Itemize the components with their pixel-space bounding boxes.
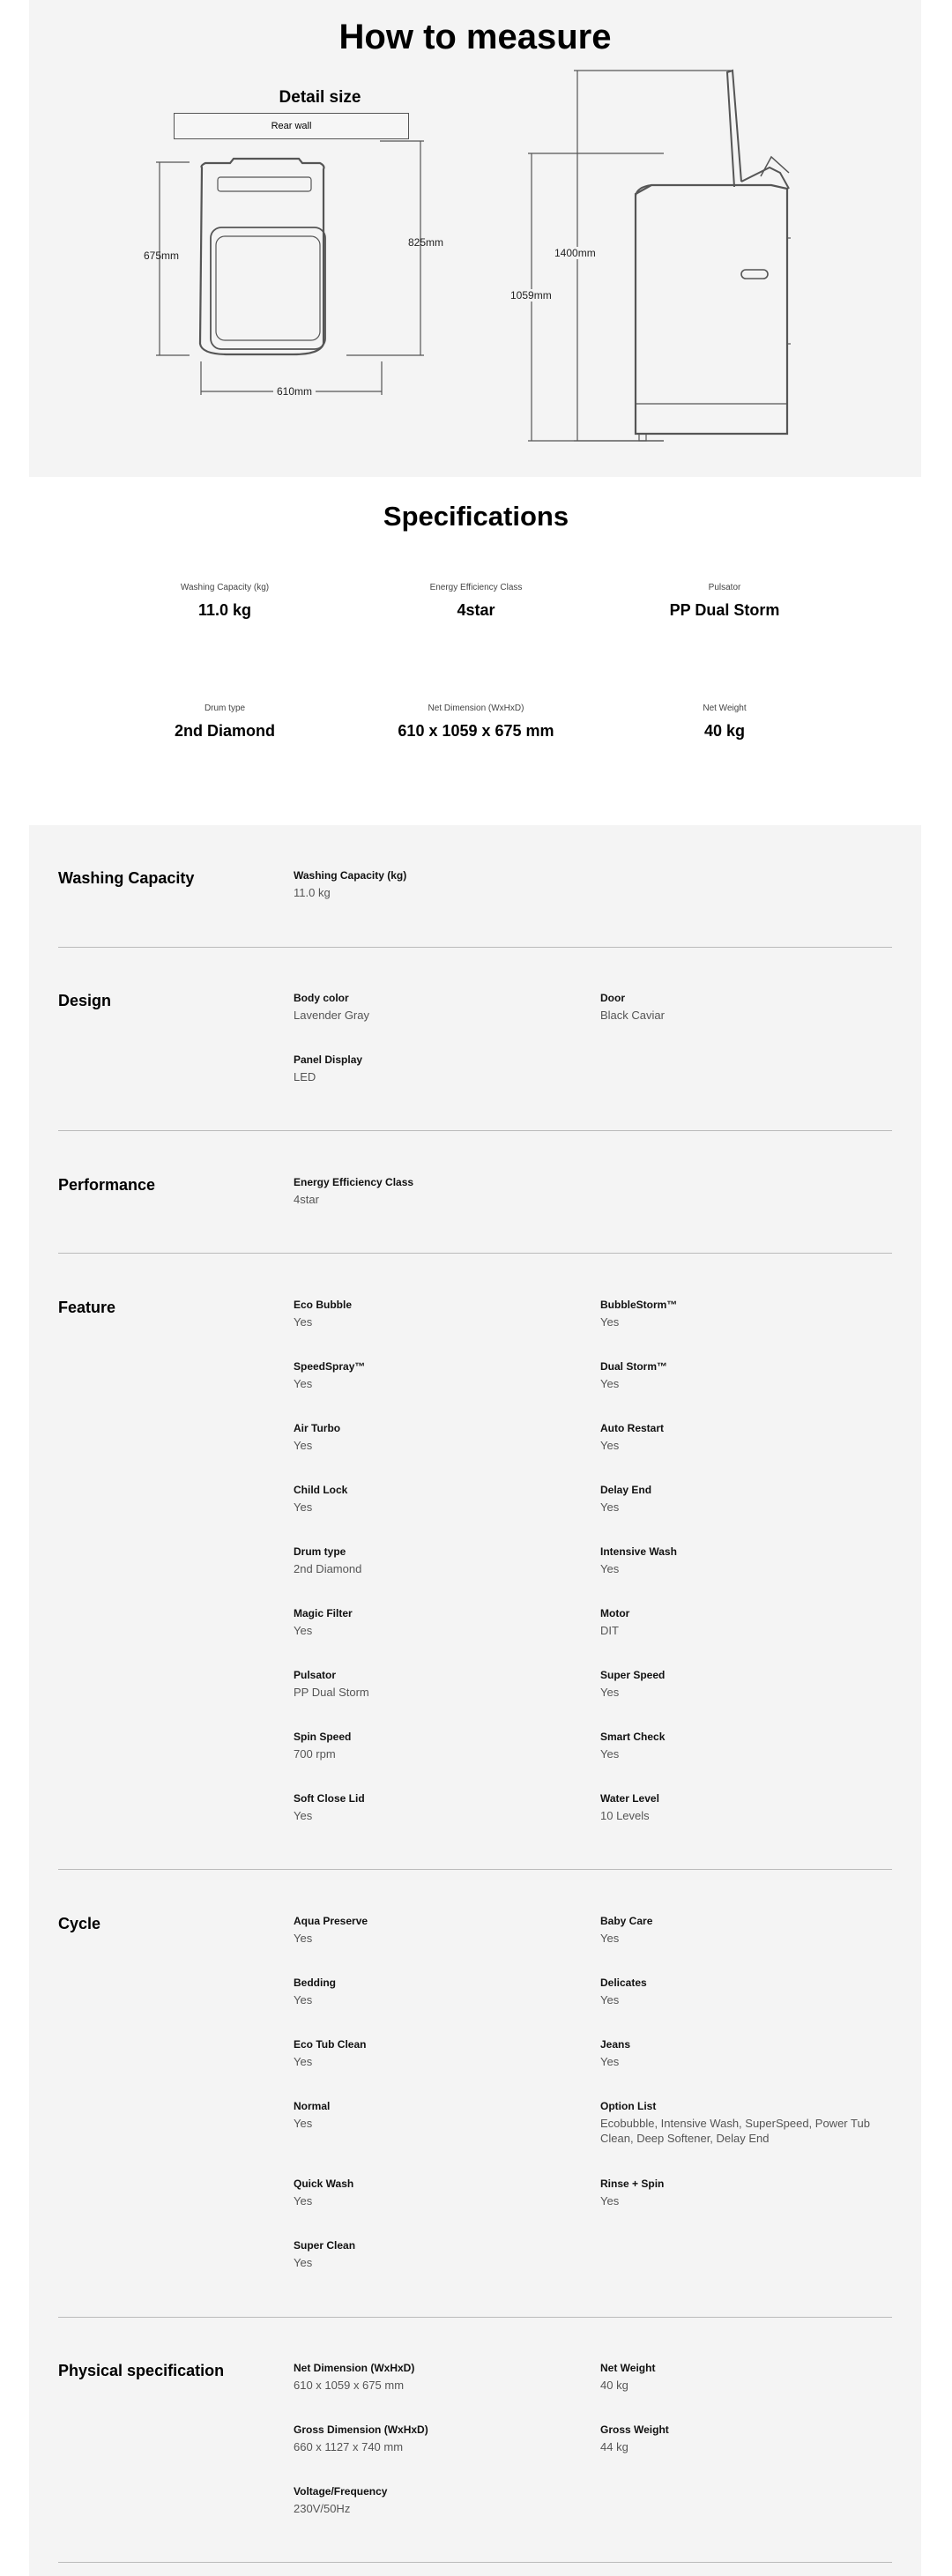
group-title: Cycle: [58, 1915, 101, 1932]
group-title: Physical specification: [58, 2362, 225, 2379]
spec-value: 4star: [457, 601, 495, 619]
property-value: 4star: [294, 1193, 319, 1206]
spec-property: [294, 2362, 576, 2393]
property-value: Lavender Gray: [294, 1009, 369, 1022]
property-value: 11.0 kg: [294, 886, 331, 899]
property-label: Smart Check: [600, 1731, 666, 1743]
property-value: 700 rpm: [294, 1747, 336, 1761]
property-label: Child Lock: [294, 1484, 348, 1496]
property-value: Yes: [600, 1439, 620, 1452]
property-value: PP Dual Storm: [294, 1686, 369, 1699]
property-label: Dual Storm™: [600, 1360, 668, 1373]
spec-property: [600, 1915, 882, 1946]
property-label: Motor: [600, 1607, 630, 1619]
dimension-depth-side: 825mm: [408, 236, 444, 249]
group-title: Feature: [58, 1299, 116, 1316]
divider: [58, 1869, 892, 1870]
property-label: Aqua Preserve: [294, 1915, 368, 1927]
spec-value: 2nd Diamond: [174, 722, 275, 740]
property-label: Rinse + Spin: [600, 2178, 665, 2190]
property-label: Magic Filter: [294, 1607, 353, 1619]
specifications-title: Specifications: [383, 501, 569, 532]
spec-property: [600, 1360, 882, 1391]
property-value: Black Caviar: [600, 1009, 665, 1022]
spec-item: [93, 704, 357, 741]
spec-property: [294, 1053, 576, 1084]
spec-property: [294, 1422, 576, 1453]
property-label: Air Turbo: [294, 1422, 341, 1434]
spec-item: [93, 583, 357, 620]
spec-property: [600, 1484, 882, 1515]
detail-size-title: Detail size: [279, 88, 361, 107]
rear-wall-label: Rear wall: [174, 113, 409, 139]
property-value: 610 x 1059 x 675 mm: [294, 2379, 405, 2392]
spec-property: [294, 1607, 576, 1638]
property-label: Jeans: [600, 2038, 631, 2051]
spec-details-section: [29, 825, 921, 2576]
spec-item: [592, 704, 857, 741]
spec-property: [600, 2038, 882, 2069]
property-value: Yes: [600, 1686, 620, 1699]
property-label: Voltage/Frequency: [294, 2485, 388, 2498]
spec-property: [600, 2362, 882, 2393]
group-title: Washing Capacity: [58, 869, 195, 887]
property-value: Yes: [294, 2117, 313, 2130]
property-label: Auto Restart: [600, 1422, 665, 1434]
property-value: Yes: [294, 2194, 313, 2207]
property-label: Eco Bubble: [294, 1299, 353, 1311]
group-title: Performance: [58, 1176, 156, 1194]
property-label: Super Clean: [294, 2239, 356, 2252]
spec-property: [294, 1792, 576, 1823]
spec-property: [600, 1545, 882, 1576]
spec-label: Net Weight: [703, 704, 747, 713]
spec-property: [600, 1422, 882, 1453]
washer-dimension-diagram: [29, 0, 921, 477]
spec-item: [344, 704, 608, 741]
how-to-measure-section: [29, 0, 921, 477]
spec-property: [294, 2423, 576, 2454]
spec-property: [294, 1176, 576, 1207]
property-label: Intensive Wash: [600, 1545, 677, 1558]
property-label: Water Level: [600, 1792, 659, 1805]
spec-property: [600, 2423, 882, 2454]
spec-property: [294, 2178, 576, 2208]
spec-label: Net Dimension (WxHxD): [428, 704, 524, 713]
group-title: Design: [58, 992, 112, 1009]
divider: [58, 947, 892, 948]
spec-item: [592, 583, 857, 620]
measure-title: How to measure: [338, 18, 612, 56]
spec-property: [294, 1669, 576, 1700]
spec-property: [294, 1545, 576, 1576]
spec-label: Washing Capacity (kg): [180, 583, 270, 592]
property-value: Yes: [294, 1500, 313, 1514]
property-value: Yes: [294, 1315, 313, 1329]
property-label: BubbleStorm™: [600, 1299, 678, 1311]
spec-property: [600, 1669, 882, 1700]
spec-item: [344, 583, 608, 620]
property-label: Net Weight: [600, 2362, 656, 2374]
divider: [58, 2562, 892, 2563]
spec-property: [600, 1731, 882, 1761]
spec-property: [294, 1731, 576, 1761]
spec-property: [600, 992, 882, 1023]
property-value: Yes: [600, 1562, 620, 1575]
spec-label: Energy Efficiency Class: [429, 583, 523, 592]
property-label: Net Dimension (WxHxD): [294, 2362, 415, 2374]
property-value: Yes: [600, 1747, 620, 1761]
property-label: Drum type: [294, 1545, 346, 1558]
property-value: Yes: [294, 1993, 313, 2006]
property-value: Yes: [600, 1932, 620, 1945]
property-label: Eco Tub Clean: [294, 2038, 367, 2051]
spec-property: [294, 2038, 576, 2069]
divider: [58, 1253, 892, 1254]
spec-value: PP Dual Storm: [669, 601, 780, 619]
spec-label: Drum type: [204, 704, 246, 713]
spec-property: [294, 1484, 576, 1515]
spec-label: Pulsator: [708, 583, 741, 592]
divider: [58, 2317, 892, 2318]
property-label: Quick Wash: [294, 2178, 354, 2190]
divider: [58, 1130, 892, 1131]
property-value: Yes: [600, 2055, 620, 2068]
property-value: Yes: [294, 2055, 313, 2068]
spec-property: [600, 2178, 882, 2208]
property-value: 660 x 1127 x 740 mm: [294, 2440, 404, 2453]
property-label: Delicates: [600, 1977, 647, 1989]
property-label: Baby Care: [600, 1915, 653, 1927]
property-value: DIT: [600, 1624, 619, 1637]
property-value: Yes: [294, 1439, 313, 1452]
property-value: 44 kg: [600, 2440, 628, 2453]
property-label: Bedding: [294, 1977, 336, 1989]
property-value: Yes: [600, 1315, 620, 1329]
spec-property: [294, 1977, 576, 2007]
property-label: Gross Dimension (WxHxD): [294, 2423, 428, 2436]
property-value: 10 Levels: [600, 1809, 650, 1822]
spec-property: [294, 1360, 576, 1391]
property-value: 2nd Diamond: [294, 1562, 362, 1575]
property-value: Yes: [600, 1500, 620, 1514]
property-label: Normal: [294, 2100, 331, 2112]
property-label: Body color: [294, 992, 349, 1004]
spec-value: 610 x 1059 x 675 mm: [398, 722, 554, 740]
property-label: Energy Efficiency Class: [294, 1176, 414, 1188]
property-value: LED: [294, 1070, 316, 1083]
property-value: Yes: [294, 2256, 313, 2269]
spec-property: [294, 1915, 576, 1946]
spec-property: [600, 1607, 882, 1638]
property-value: Yes: [294, 1932, 313, 1945]
property-label: SpeedSpray™: [294, 1360, 366, 1373]
property-value: 40 kg: [600, 2379, 628, 2392]
spec-value: 40 kg: [703, 722, 746, 740]
property-label: Gross Weight: [600, 2423, 669, 2436]
property-value: Yes: [294, 1809, 313, 1822]
property-label: Delay End: [600, 1484, 652, 1496]
property-value: Yes: [294, 1377, 313, 1390]
property-value: Yes: [600, 1377, 620, 1390]
property-label: Pulsator: [294, 1669, 337, 1681]
property-label: Spin Speed: [294, 1731, 352, 1743]
dimension-height-open: 1400mm: [554, 247, 596, 259]
property-label: Super Speed: [600, 1669, 666, 1681]
property-value: 230V/50Hz: [294, 2502, 351, 2515]
spec-property: [600, 2100, 882, 2146]
property-value: Ecobubble, Intensive Wash, SuperSpeed, Power Tub Clean, Deep Softener, Delay End: [600, 2117, 870, 2145]
property-label: Soft Close Lid: [294, 1792, 365, 1805]
spec-property: [294, 2100, 576, 2131]
spec-value: 11.0 kg: [197, 601, 252, 619]
spec-property: [294, 2239, 576, 2270]
dimension-height: 1059mm: [510, 289, 552, 302]
dimension-depth-front: 675mm: [144, 249, 180, 262]
property-value: Yes: [600, 2194, 620, 2207]
property-label: Door: [600, 992, 625, 1004]
property-label: Panel Display: [294, 1053, 363, 1066]
property-label: Option List: [600, 2100, 657, 2112]
spec-property: [600, 1792, 882, 1823]
property-label: Washing Capacity (kg): [294, 869, 407, 882]
spec-property: [294, 869, 576, 900]
spec-property: [600, 1299, 882, 1329]
spec-property: [294, 992, 576, 1023]
spec-property: [294, 1299, 576, 1329]
spec-property: [294, 2485, 576, 2516]
property-value: Yes: [294, 1624, 313, 1637]
dimension-width: 610mm: [273, 385, 316, 398]
spec-property: [600, 1977, 882, 2007]
property-value: Yes: [600, 1993, 620, 2006]
